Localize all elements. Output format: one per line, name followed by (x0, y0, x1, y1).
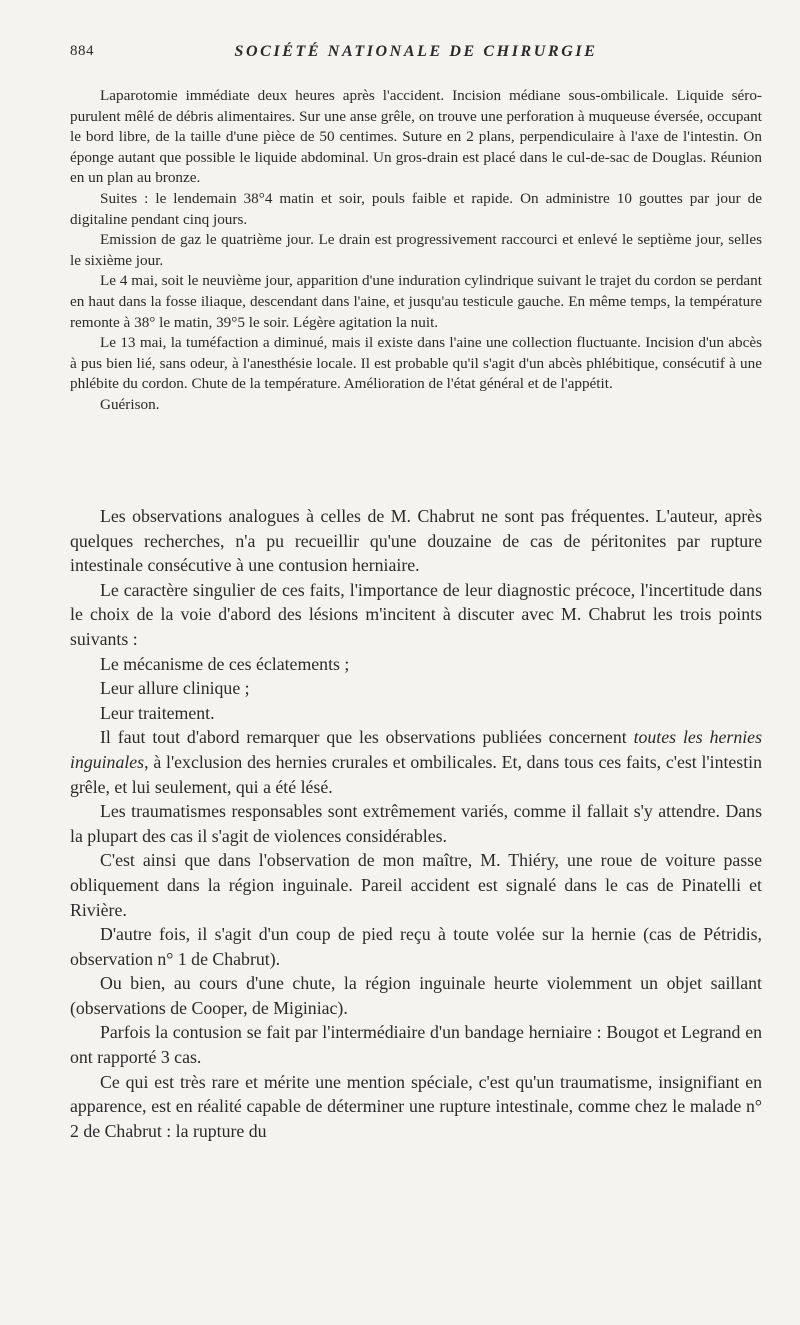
text-run: , à l'exclusion des hernies crurales et ombilicales. Et, dans tous ces faits, c'est l'intestin grêle, et lui seulement, qui a été lésé. (70, 751, 762, 797)
discussion-paragraph: Ce qui est très rare et mérite une mention spéciale, c'est qu'un traumatisme, insignifiant en apparence, est en réalité capable de déterminer une rupture intestinale, comme chez le malade n° 2 de Chabrut : la rupture du (70, 1071, 762, 1141)
page-number: 884 (70, 43, 94, 59)
discussion-paragraph: D'autre fois, il s'agit d'un coup de pied reçu à toute volée sur la hernie (cas de Pétridis, observation n° 1 de Chabrut). (70, 924, 762, 969)
discussion-paragraph: C'est ainsi que dans l'observation de mon maître, M. Thiéry, une roue de voiture passe obliquement dans la région inguinale. Pareil accident est signalé dans le cas de Pinatelli et Rivière. (70, 850, 762, 920)
observation-block (70, 86, 762, 416)
discussion-paragraph: Ou bien, au cours d'une chute, la région inguinale heurte violemment un objet saillant (observations de Cooper, de Miginiac). (70, 973, 762, 1018)
point-item: Leur traitement. (100, 702, 215, 723)
discussion-paragraph (70, 725, 762, 799)
observation-paragraph: Laparotomie immédiate deux heures après l'accident. Incision médiane sous-ombilicale. Liquide séro-purulent mêlé de débris alimentaires. Sur une anse grêle, on trouve une perforation à muqueuse éversée, occupant le bord libre, de la taille d'une pièce de 50 centimes. Suture en 2 plans, perpendiculaire à l'axe de l'intestin. On éponge autant que possible le liquide abdominal. Un gros-drain est placé dans le cul-de-sac de Douglas. Réunion en un plan au bronze. (70, 87, 762, 187)
observation-paragraph: Suites : le lendemain 38°4 matin et soir, pouls faible et rapide. On administre 10 gouttes par jour de digitaline pendant cinq jours. (70, 189, 762, 228)
text-run: Il faut tout d'abord remarquer que les observations publiées concernent (100, 727, 634, 748)
running-title: SOCIÉTÉ NATIONALE DE CHIRURGIE (234, 43, 598, 60)
discussion-paragraph: Le caractère singulier de ces faits, l'importance de leur diagnostic précoce, l'incertitude dans le choix de la voie d'abord des lésions m'incitent à discuter avec M. Chabrut les trois points suivants : (70, 579, 762, 649)
point-item: Le mécanisme de ces éclatements ; (100, 653, 350, 674)
observation-paragraph: Guérison. (100, 395, 160, 413)
discussion-paragraph: Les traumatismes responsables sont extrêmement variés, comme il fallait s'y attendre. Dans la plupart des cas il s'agit de violences considérables. (70, 801, 762, 846)
discussion-paragraph: Les observations analogues à celles de M. Chabrut ne sont pas fréquentes. L'auteur, après quelques recherches, n'a pu recueillir qu'une douzaine de cas de péritonites par rupture intestinale consécutive à une contusion herniaire. (70, 506, 762, 576)
observation-paragraph: Le 4 mai, soit le neuvième jour, apparition d'une induration cylindrique suivant le trajet du cordon se perdant en haut dans la fosse iliaque, descendant dans l'aine, et jusqu'au testicule gauche. En même temps, la température remonte à 38° le matin, 39°5 le soir. Légère agitation la nuit. (70, 272, 762, 331)
observation-paragraph: Le 13 mai, la tuméfaction a diminué, mais il existe dans l'aine une collection fluctuante. Incision d'un abcès à pus bien lié, sans odeur, à l'anesthésie locale. Il est probable qu'il s'agit d'un abcès phlébitique, consécutif à une phlébite du cordon. Chute de la température. Amélioration de l'état général et de l'appétit. (70, 334, 762, 393)
emphasis-text: toutes les hernies inguinales (70, 727, 762, 772)
observation-paragraph: Emission de gaz le quatrième jour. Le drain est progressivement raccourci et enlevé le septième jour, selles le sixième jour. (70, 231, 762, 269)
point-item: Leur allure clinique ; (100, 678, 250, 699)
discussion-paragraph: Parfois la contusion se fait par l'intermédiaire d'un bandage herniaire : Bougot et Legrand en ont rapporté 3 cas. (70, 1022, 762, 1068)
discussion-block (70, 504, 762, 1143)
running-header (70, 43, 762, 65)
